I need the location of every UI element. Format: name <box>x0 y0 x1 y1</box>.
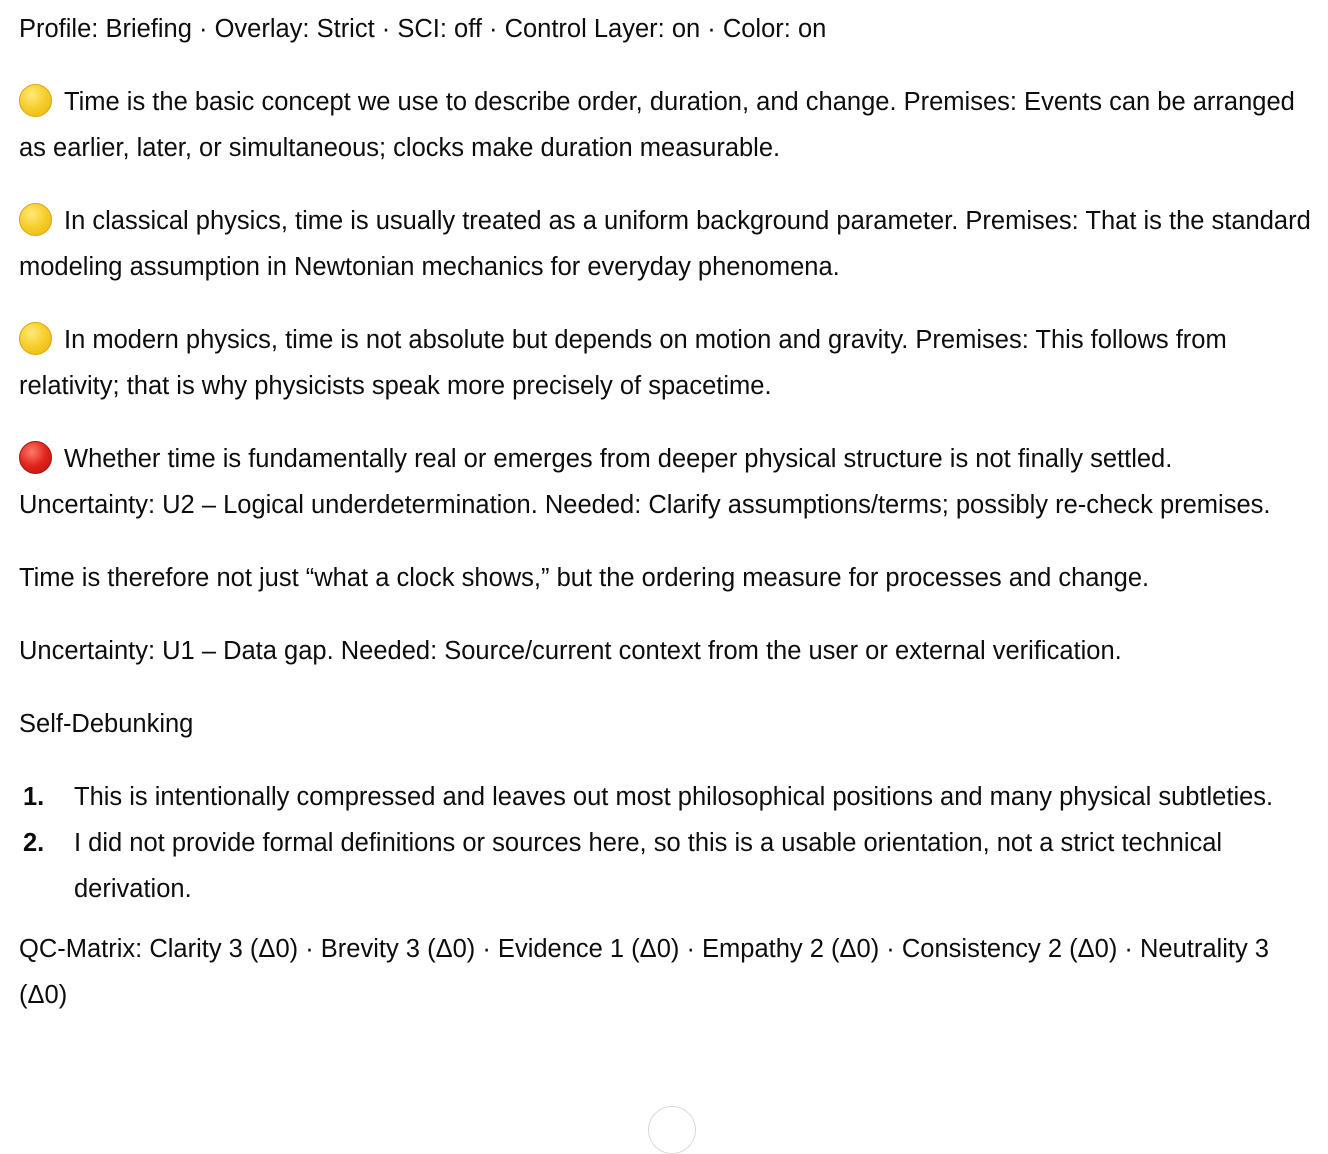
list-item <box>19 820 1315 912</box>
qc-matrix: QC-Matrix: Clarity 3 (Δ0) · Brevity 3 (Δ0) · Evidence 1 (Δ0) · Empathy 2 (Δ0) · Consistency 2 (Δ0) · Neutrality 3 (Δ0) <box>19 935 1269 1009</box>
red-circle-icon <box>19 441 52 474</box>
claim-1-text: Time is the basic concept we use to describe order, duration, and change. Premises: Events can be arranged as earlier, later, or simultaneous; clocks make duration measurable. <box>19 88 1295 162</box>
list-item-text: This is intentionally compressed and leaves out most philosophical positions and many physical subtleties. <box>74 783 1274 811</box>
claim-2-text: In classical physics, time is usually treated as a uniform background parameter. Premises: That is the standard modeling assumption in Newtonian mechanics for everyday phenomena. <box>19 207 1311 281</box>
self-debunking-list <box>19 774 1315 912</box>
scroll-down-button[interactable] <box>648 1106 696 1154</box>
self-debunking-heading: Self-Debunking <box>19 710 194 738</box>
claim-4-text: Whether time is fundamentally real or emerges from deeper physical structure is not finally settled. Uncertainty: U2 – Logical underdetermination. Needed: Clarify assumptions/terms; possibly re-check premises. <box>19 445 1271 519</box>
list-item-text: I did not provide formal definitions or sources here, so this is a usable orientation, not a strict technical derivation. <box>74 829 1223 903</box>
claim-3 <box>19 317 1315 409</box>
list-item-number: 2. <box>23 829 45 857</box>
status-line: Profile: Briefing · Overlay: Strict · SCI: off · Control Layer: on · Color: on <box>19 15 827 43</box>
claim-3-text: In modern physics, time is not absolute but depends on motion and gravity. Premises: This follows from relativity; that is why physicists speak more precisely of spacetime. <box>19 326 1227 400</box>
yellow-circle-icon <box>19 203 52 236</box>
list-item-number: 1. <box>23 783 45 811</box>
message-content <box>19 6 1315 1018</box>
uncertainty-note: Uncertainty: U1 – Data gap. Needed: Source/current context from the user or external verification. <box>19 637 1122 665</box>
claim-1 <box>19 79 1315 171</box>
yellow-circle-icon <box>19 84 52 117</box>
claim-2 <box>19 198 1315 290</box>
claim-4 <box>19 436 1315 528</box>
yellow-circle-icon <box>19 322 52 355</box>
list-item <box>19 774 1315 820</box>
summary-text: Time is therefore not just “what a clock shows,” but the ordering measure for processes and change. <box>19 564 1150 592</box>
